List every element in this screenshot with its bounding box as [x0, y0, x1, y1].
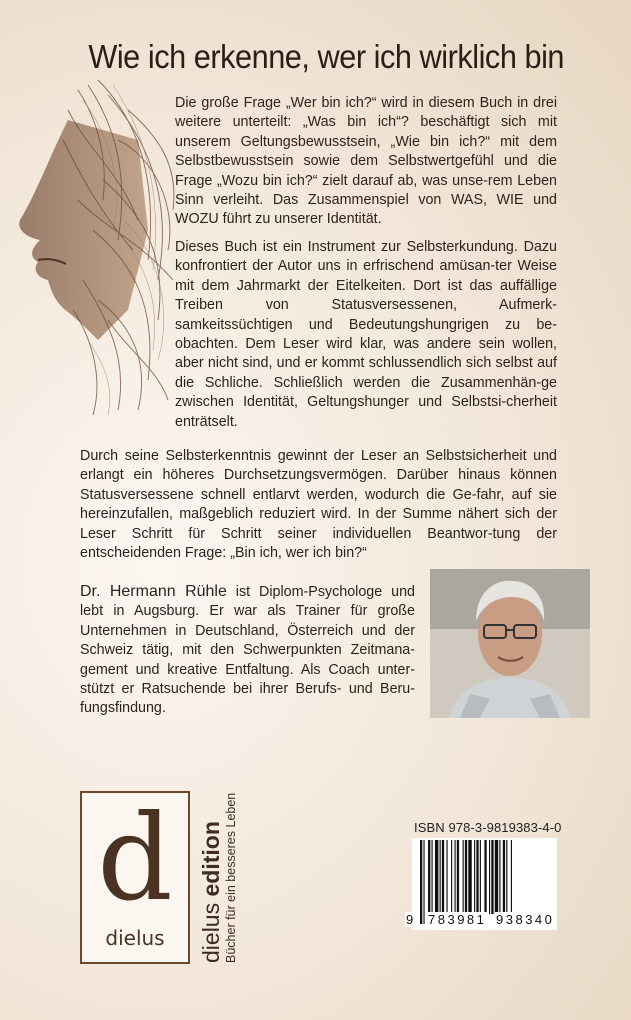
intro-paragraph-1: Die große Frage „Wer bin ich?“ wird in diesem Buch in drei weitere unterteilt: „Was bin ich“? beschäftigt sich mit unserem Geltungsbewusstsein, „Wie bin ich?“ mit dem Selbstbewusstsein sowie dem Selbstwertgefühl und die Frage „Wozu bin ich?“ zielt darauf ab, was unse-rem Leben Sinn verleiht. Das Zusammenspiel von WAS, WIE und WOZU führt zu unserer Identität.: [175, 95, 557, 228]
edition-tagline: Bücher für ein besseres Leben: [224, 792, 238, 963]
barcode-bar: [491, 840, 493, 914]
barcode-bar: [474, 840, 475, 914]
barcode-bar: [423, 840, 424, 924]
barcode-bar: [463, 840, 464, 914]
barcode-digit-first: 9: [406, 912, 414, 927]
barcode-bar: [428, 840, 430, 914]
author-bio: [80, 582, 415, 719]
barcode-digits-right: 938340: [496, 912, 555, 927]
barcode-bar: [457, 840, 459, 914]
author-name: Dr. Hermann Rühle: [80, 583, 227, 600]
barcode-bar: [503, 840, 505, 914]
barcode-bar: [495, 840, 498, 914]
barcode-bar: [489, 840, 490, 914]
barcode-digits-left: 783981: [428, 912, 487, 927]
barcode-bar: [506, 840, 507, 914]
book-title: Wie ich erkenne, wer ich wirklich bin: [88, 38, 565, 75]
barcode-bar: [432, 840, 433, 914]
barcode-bar: [499, 840, 500, 914]
edition-word: edition: [198, 821, 224, 897]
barcode-bar: [455, 840, 456, 914]
edition-publisher: dielus: [198, 902, 224, 963]
logo-letter: d: [97, 789, 173, 927]
intro-paragraph-3: Durch seine Selbsterkenntnis gewinnt der Leser an Selbstsicherheit und erlangt ein höheres Durchsetzungsvermögen. Darüber hinaus können Statusversessene schnell entlarvt werden, wodurch die Ge-fahr, auf sie hereinzufallen, maßgeblich reduziert wird. In der Summe nähert sich der Leser Schritt für Schritt seiner individuellen Beantwor-tung der entscheidenden Frage: „Bin ich, wer ich bin?“: [80, 448, 557, 562]
dielus-edition-label: [198, 793, 239, 963]
barcode-bar: [440, 840, 441, 914]
author-photo: [430, 569, 590, 718]
logo-name: dielus: [105, 926, 165, 950]
barcode-bar: [435, 840, 438, 914]
barcode-bar: [442, 840, 444, 914]
barcode-bar: [476, 840, 478, 914]
barcode-bar: [420, 840, 422, 924]
barcode-bar: [480, 840, 481, 914]
barcode-bar: [484, 840, 486, 914]
isbn-label: ISBN 978-3-9819383-4-0: [414, 820, 562, 835]
author-bio-text: ist Diplom-Psychologe und lebt in Augsburg. Er war als Trainer für große Unternehmen in Deutschland, Österreich und der Schweiz tätig, mit den Schwerpunkten Zeitmana-gement und kreative Entfaltung. Als Coach unter-stützt er Ratsuchende bei ihrer Berufs- und Beru-fungsfindung.: [80, 584, 415, 717]
dielus-logo: [80, 791, 190, 964]
hair-face-illustration: [8, 80, 178, 415]
intro-paragraph-2: Dieses Buch ist ein Instrument zur Selbsterkundung. Dazu konfrontiert der Autor uns in erfrischend amüsan-ter Weise mit dem Jahrmarkt der Eitelkeiten. Dort ist das auffällige Treiben von Statusversessenen, Aufmerk-samkeitssüchtigen und Bedeutungshungrigen zu be-obachten. Dem Leser wird klar, was andere sein wollen, aber nicht sind, und er kommt schlussendlich sich selbst auf die Schliche. Schließlich werden die Zusammenhän-ge zwischen Identität, Geltungshunger und Selbstsi-cherheit enträtselt.: [175, 239, 557, 430]
barcode-bar: [451, 840, 452, 914]
barcode-bar: [446, 840, 447, 914]
